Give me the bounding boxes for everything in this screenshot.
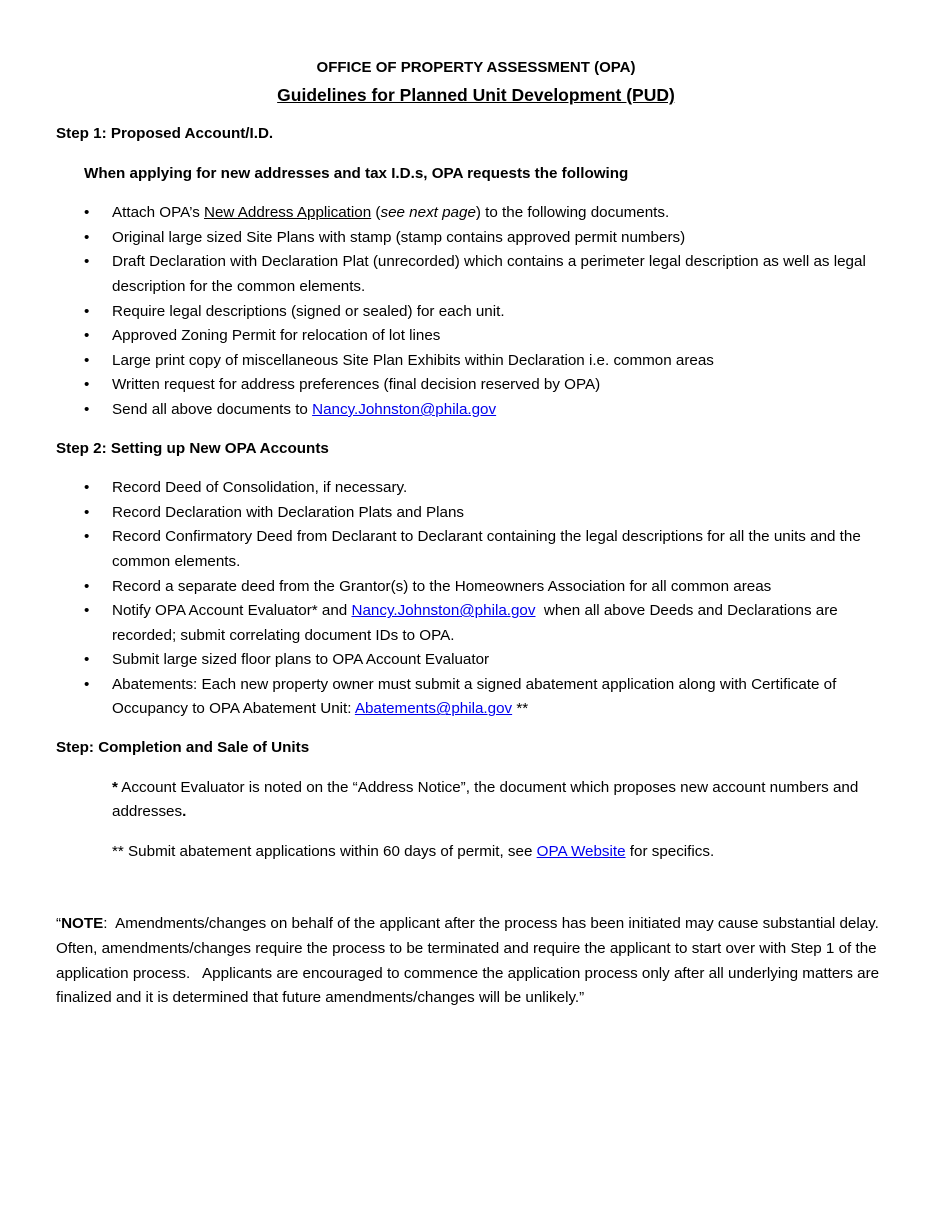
note-paragraph: “NOTE: Amendments/changes on behalf of the applicant after the process has been initiated may cause substantial delay. Often, amendments/changes require the process to be terminated and require the applicant to start over with Step 1 of the application process. Applicants are encouraged to commence the application process only after all underlying matters are finalized and it is determined that future amendments/changes will be unlikely.” [56, 915, 888, 1007]
bullet-icon: • [84, 503, 90, 521]
step2-list [56, 476, 896, 722]
list-item: • Large print copy of miscellaneous Site Plan Exhibits within Declaration i.e. common areas [56, 349, 896, 374]
email-link-abatements[interactable]: Abatements@phila.gov [354, 700, 513, 718]
bullet-icon: • [84, 376, 90, 394]
footnote-account-evaluator: * Account Evaluator is noted on the “Address Notice”, the document which proposes new account numbers and addresses. [112, 778, 859, 821]
list-item: • Record Confirmatory Deed from Declarant to Declarant containing the legal descriptions for all the units and the common elements. [56, 525, 896, 574]
page-title: Guidelines for Planned Unit Development (PUD) [277, 85, 675, 105]
step1-heading: Step 1: Proposed Account/I.D. [56, 125, 274, 142]
bullet-icon: • [84, 228, 90, 246]
bullet-icon: • [84, 651, 90, 669]
step3-heading: Step: Completion and Sale of Units [56, 739, 310, 757]
list-item: • Written request for address preferences (final decision reserved by OPA) [56, 373, 896, 398]
bullet-icon: • [84, 204, 90, 222]
footnote-abatement: ** Submit abatement applications within 60 days of permit, see OPA Website for specifics. [112, 842, 715, 860]
email-link-nancy-johnston[interactable]: Nancy.Johnston@phila.gov [312, 400, 497, 418]
list-item: • Require legal descriptions (signed or sealed) for each unit. [56, 300, 896, 325]
list-item: • Send all above documents to Nancy.Johnston@phila.gov [56, 398, 896, 423]
bullet-icon: • [84, 400, 90, 418]
step2-heading: Step 2: Setting up New OPA Accounts [56, 439, 329, 457]
list-item: • Record Deed of Consolidation, if necessary. [56, 476, 896, 501]
bullet-icon: • [84, 351, 90, 369]
document-page [56, 52, 896, 1011]
list-item: • Submit large sized floor plans to OPA Account Evaluator [56, 648, 896, 673]
list-item: • Abatements: Each new property owner must submit a signed abatement application along with Certificate of Occupancy to OPA Abatement Unit: Abatements@phila.gov ** [56, 673, 896, 722]
list-item: • Draft Declaration with Declaration Plat (unrecorded) which contains a perimeter legal description as well as legal description for the common elements. [56, 250, 896, 299]
bullet-icon: • [84, 577, 90, 595]
step1-subheading: When applying for new addresses and tax I.D.s, OPA requests the following [84, 164, 629, 182]
list-item: • Original large sized Site Plans with stamp (stamp contains approved permit numbers) [56, 226, 896, 251]
bullet-icon: • [84, 479, 90, 497]
opa-website-link[interactable]: OPA Website [536, 842, 626, 860]
list-item: • Record a separate deed from the Grantor(s) to the Homeowners Association for all common areas [56, 575, 896, 600]
new-address-application-link[interactable]: New Address Application [204, 204, 372, 222]
footnotes [112, 776, 896, 865]
list-item: • Approved Zoning Permit for relocation of lot lines [56, 324, 896, 349]
bullet-icon: • [84, 327, 90, 345]
bullet-icon: • [84, 528, 90, 546]
bullet-icon: • [84, 302, 90, 320]
bullet-icon: • [84, 675, 90, 693]
list-item: • Notify OPA Account Evaluator* and Nancy.Johnston@phila.gov when all above Deeds and Declarations are recorded; submit correlating document IDs to OPA. [56, 599, 896, 648]
email-link-nancy-johnston[interactable]: Nancy.Johnston@phila.gov [351, 602, 536, 620]
step1-list [56, 201, 896, 422]
bullet-icon: • [84, 602, 90, 620]
note-label: NOTE [61, 915, 104, 933]
office-heading: OFFICE OF PROPERTY ASSESSMENT (OPA) [316, 59, 636, 76]
list-item: • Record Declaration with Declaration Plats and Plans [56, 501, 896, 526]
bullet-icon: • [84, 253, 90, 271]
list-item: • Attach OPA’s New Address Application (see next page) to the following documents. [56, 201, 896, 226]
